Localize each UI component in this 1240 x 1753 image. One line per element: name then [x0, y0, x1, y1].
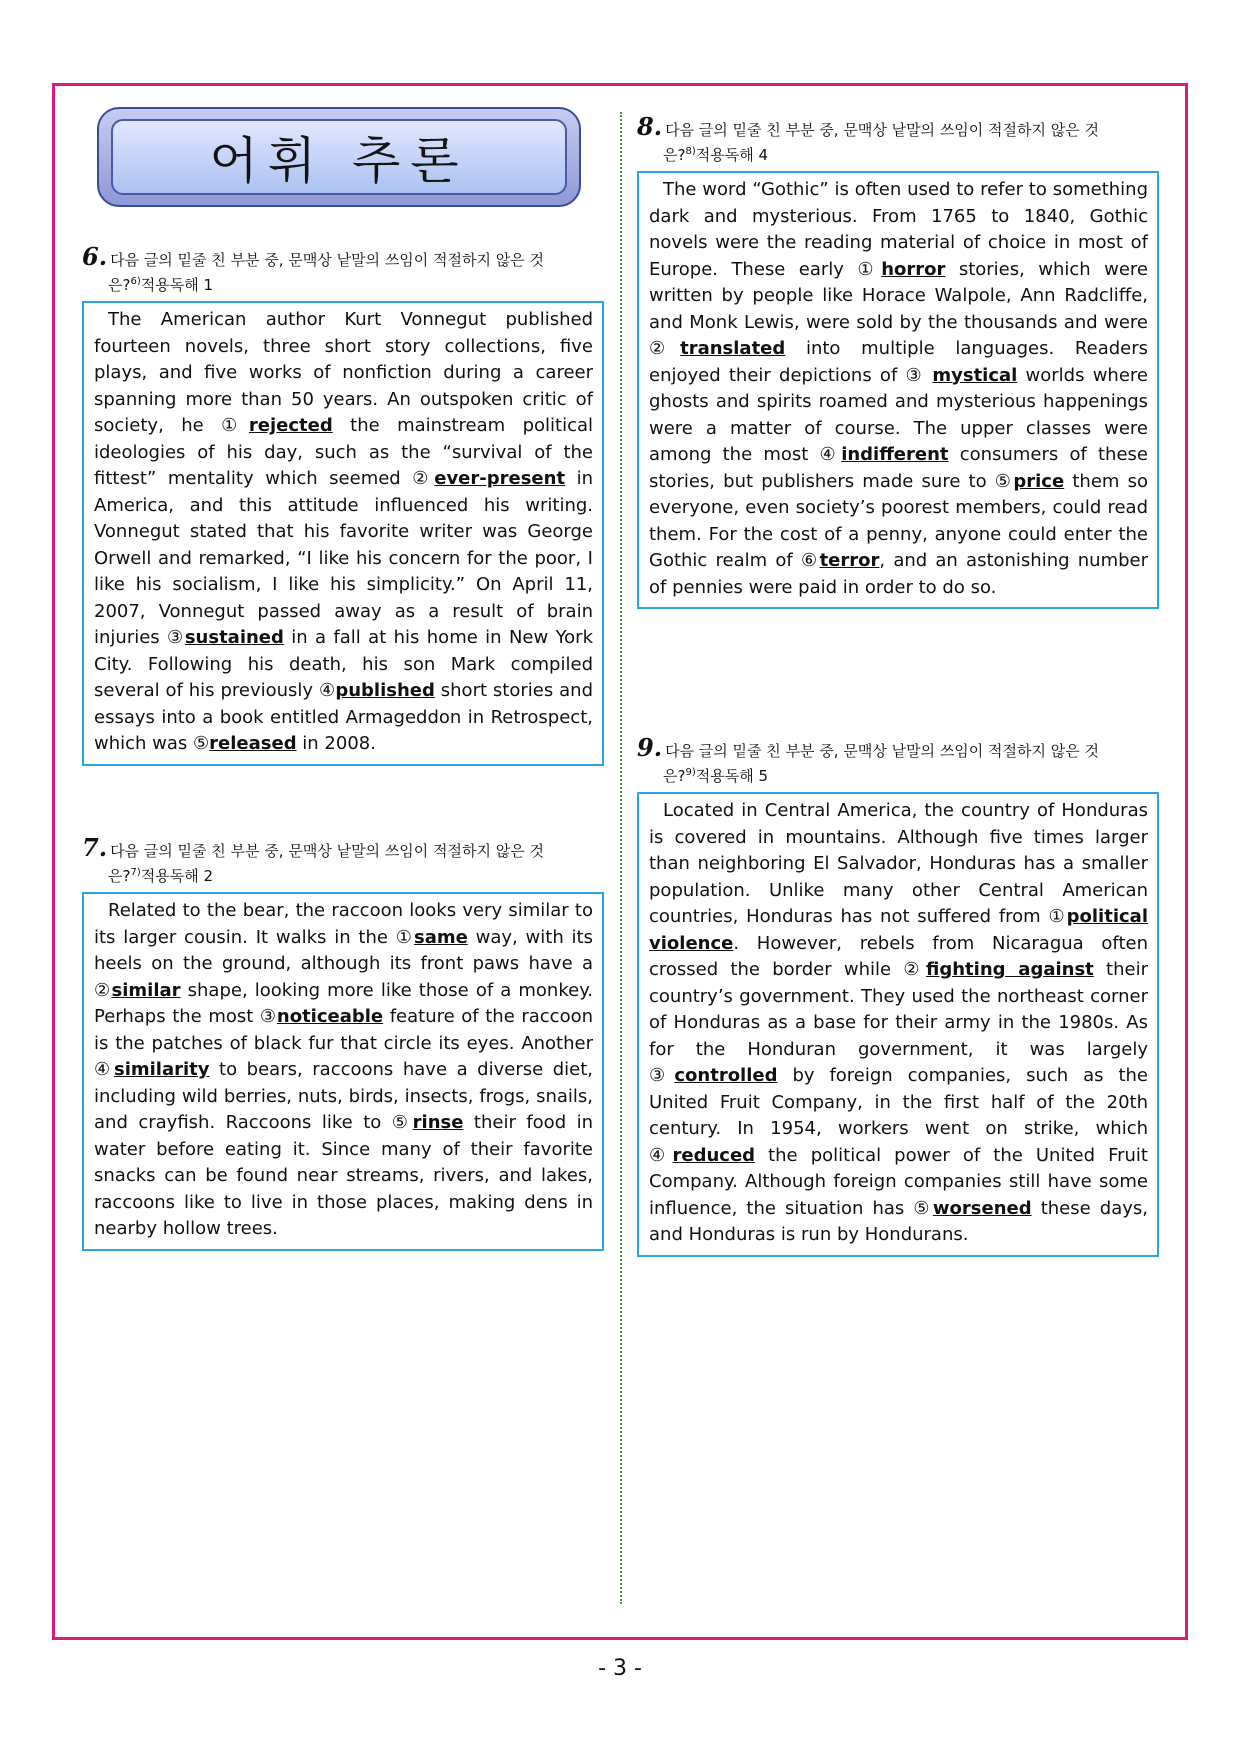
underlined-word: sustained [184, 627, 284, 648]
question-instruction-tail: 은? [108, 276, 131, 294]
underlined-word: price [1013, 470, 1065, 492]
underlined-word: mystical [932, 364, 1018, 386]
section-title-inner [111, 119, 567, 195]
column-divider [620, 112, 622, 1604]
underlined-word: noticeable [276, 1006, 384, 1027]
question-number: 7. [82, 833, 108, 862]
question-source: 적용독해 2 [140, 867, 213, 885]
underlined-word: political violence [649, 906, 1148, 954]
question-source: 적용독해 1 [140, 276, 213, 294]
question-9 [637, 733, 1159, 1257]
question-instruction-tail: 은? [108, 867, 131, 885]
passage-text: The word “Gothic” is often used to refer to something dark and mysterious. From 1765 to 1840, Gothic novels were the reading material of choice in most of Europe. These early ①horror stories, which were written by people like Horace Walpole, Ann Radcliffe, and Monk Lewis, were sold by the thousands and were ②translated into multiple languages. Readers enjoyed their depictions of ③ mystical worlds where ghosts and spirits roamed and mysterious happenings were a matter of course. The upper classes were among the most ④indifferent consumers of these stories, but publishers made sure to ⑤price them so everyone, even society’s poorest members, could read them. For the cost of a penny, anyone could enter the Gothic realm of ⑥terror, and an astonishing number of pennies were paid in order to do so. [649, 179, 1149, 598]
question-6 [82, 242, 604, 766]
underlined-word: translated [680, 338, 786, 359]
question-8 [637, 112, 1159, 609]
question-instruction-tail: 은? [663, 146, 686, 164]
question-header [82, 833, 604, 887]
page-number: - 3 - [598, 1656, 642, 1681]
question-source: 적용독해 4 [695, 146, 768, 164]
question-header [82, 242, 604, 296]
question-number: 8. [637, 112, 663, 141]
underlined-word: same [414, 926, 468, 948]
footnote-ref: 9) [685, 767, 696, 778]
question-source: 적용독해 5 [695, 767, 768, 785]
question-instruction: 다음 글의 밑줄 친 부분 중, 문맥상 낱말의 쓰임이 적절하지 않은 것 [665, 742, 1100, 760]
passage-text: The American author Kurt Vonnegut published fourteen novels, three short story collections, five plays, and five works of nonfiction during a career spanning more than 50 years. An outspoken critic of society, he ①rejected the mainstream political ideologies of his day, such as the “survival of the fittest” mentality which seemed ②ever-present in America, and this attitude influenced his writing. Vonnegut stated that his favorite writer was George Orwell and remarked, “I like his concern for the poor, I like his socialism, I like his simplicity.” On April 11, 2007, Vonnegut passed away as a result of brain injuries ③sustained in a fall at his home in New York City. Following his death, his son Mark compiled several of his previously ④published short stories and essays into a book entitled Armageddon in Retrospect, which was ⑤released in 2008. [94, 309, 594, 754]
passage-box [637, 171, 1159, 609]
footnote-ref: 8) [685, 146, 696, 157]
underlined-word: ever-present [434, 468, 566, 489]
question-instruction-tail: 은? [663, 767, 686, 785]
question-instruction: 다음 글의 밑줄 친 부분 중, 문맥상 낱말의 쓰임이 적절하지 않은 것 [665, 121, 1100, 139]
underlined-word: reduced [672, 1144, 756, 1166]
underlined-word: worsened [932, 1197, 1032, 1219]
question-instruction: 다음 글의 밑줄 친 부분 중, 문맥상 낱말의 쓰임이 적절하지 않은 것 [110, 842, 545, 860]
footnote-ref: 7) [130, 867, 141, 878]
underlined-word: horror [881, 258, 946, 280]
passage-text: Related to the bear, the raccoon looks very similar to its larger cousin. It walks in the ①same way, with its heels on the ground, although its front paws have a ②similar shape, looking more like those of a monkey. Perhaps the most ③noticeable feature of the raccoon is the patches of black fur that circle its eyes. Another ④similarity to bears, raccoons have a diverse diet, including wild berries, nuts, birds, insects, frogs, snails, and crayfish. Raccoons like to ⑤rinse their food in water before eating it. Since many of their favorite snacks can be found near streams, rivers, and lakes, raccoons like to live in those places, making dens in nearby hollow trees. [94, 900, 594, 1239]
underlined-word: rejected [248, 415, 333, 436]
underlined-word: terror [819, 550, 880, 571]
underlined-word: indifferent [841, 444, 949, 465]
question-number: 9. [637, 733, 663, 762]
underlined-word: similar [111, 979, 181, 1001]
question-header [637, 733, 1159, 787]
underlined-word: rinse [412, 1112, 464, 1133]
question-7 [82, 833, 604, 1251]
passage-box [82, 892, 604, 1251]
section-title: 어휘 추론 [209, 132, 469, 190]
footnote-ref: 6) [130, 276, 141, 287]
underlined-word: fighting against [926, 959, 1094, 980]
section-title-badge [97, 107, 581, 207]
passage-box [637, 792, 1159, 1257]
passage-box [82, 301, 604, 766]
underlined-word: similarity [113, 1059, 210, 1080]
question-instruction: 다음 글의 밑줄 친 부분 중, 문맥상 낱말의 쓰임이 적절하지 않은 것 [110, 251, 545, 269]
passage-text: Located in Central America, the country of Honduras is covered in mountains. Although five times larger than neighboring El Salvador, Honduras has a smaller population. Unlike many other Central American countries, Honduras has not suffered from ①political violence. However, rebels from Nicaragua often crossed the border while ②fighting against their country’s government. They used the northeast corner of Honduras as a base for their army in the 1980s. As for the Honduran government, it was largely ③controlled by foreign companies, such as the United Fruit Company, in the first half of the 20th century. In 1954, workers went on strike, which ④reduced the political power of the United Fruit Company. Although foreign companies still have some influence, the situation has ⑤worsened these days, and Honduras is run by Hondurans. [649, 800, 1148, 1245]
underlined-word: released [209, 733, 297, 754]
underlined-word: published [335, 680, 435, 701]
underlined-word: controlled [674, 1065, 778, 1086]
question-header [637, 112, 1159, 166]
question-number: 6. [82, 242, 108, 271]
